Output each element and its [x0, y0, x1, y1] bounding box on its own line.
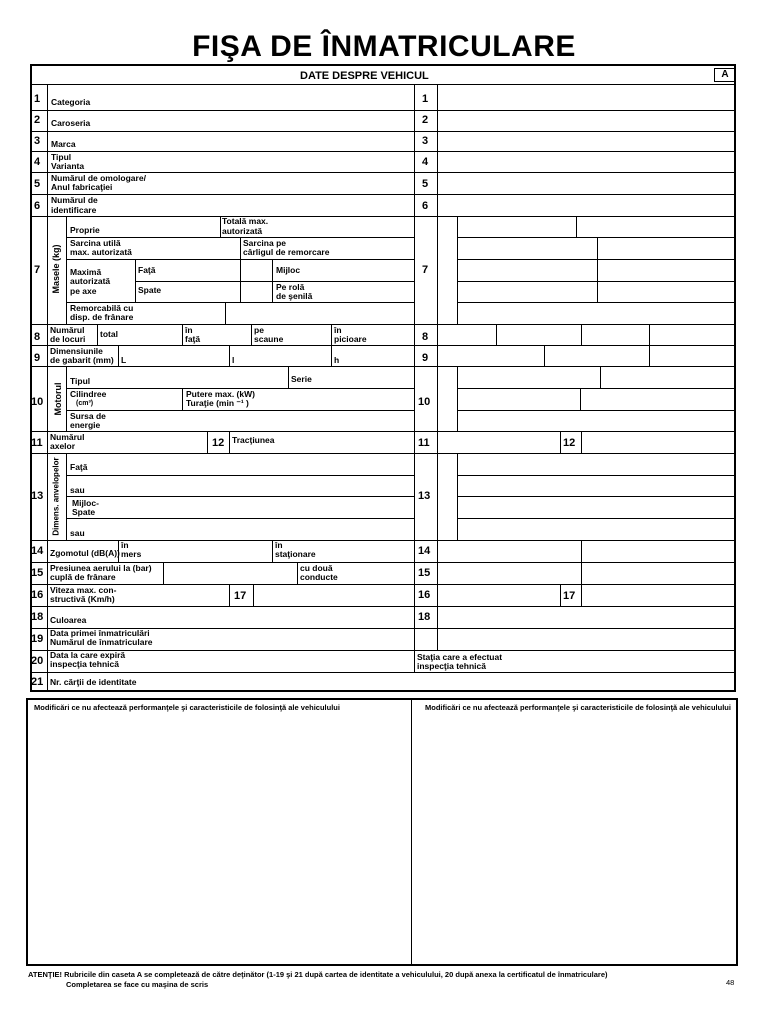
divider	[496, 324, 497, 345]
divider	[97, 324, 98, 345]
row-num: 14	[418, 545, 431, 557]
label-proprie: Proprie	[70, 225, 100, 235]
divider	[182, 388, 183, 410]
divider	[207, 431, 208, 453]
modif-right-label: Modificări ce nu afectează performanţele şi caracteristicile de folosinţă ale vehiculului	[425, 703, 731, 712]
label-putere: Putere max. (kW)	[186, 389, 255, 399]
label-constructiva: structivă (Km/h)	[50, 594, 115, 604]
divider	[297, 562, 298, 584]
label-culoarea: Culoarea	[50, 615, 87, 625]
label-picioare: picioare	[334, 334, 367, 344]
divider	[66, 475, 414, 476]
label-zgomotul: Zgomotul (dB(A))	[50, 548, 120, 558]
divider	[457, 475, 736, 476]
label-totala: Totală max.	[222, 216, 269, 226]
divider	[30, 131, 736, 132]
row-num: 11	[418, 437, 430, 449]
label-maxima: Maximă	[70, 267, 102, 277]
label-dimens-anvelope: Dimens. anvelopelor	[51, 457, 61, 536]
label-fata: Faţă	[138, 265, 156, 275]
divider	[118, 540, 119, 562]
divider	[649, 345, 650, 366]
label-caroseria: Caroseria	[51, 118, 91, 128]
divider	[66, 518, 414, 519]
divider	[163, 562, 164, 584]
label-disp-franare: disp. de frânare	[70, 312, 134, 322]
label-fata-loc: faţă	[185, 334, 201, 344]
row-num: 17	[563, 590, 576, 602]
divider	[649, 324, 650, 345]
row-num: 12	[212, 437, 225, 449]
divider	[457, 410, 736, 411]
label-cupla: cuplă de frânare	[50, 572, 116, 582]
label-sau-2: sau	[70, 528, 85, 538]
label-pe-rola: Pe rolă	[276, 282, 305, 292]
label-nr-inmatriculare: Numărul de înmatriculare	[50, 637, 153, 647]
label-viteza: Viteza max. con-	[50, 585, 117, 595]
footer-note: Completarea se face cu maşina de scris	[66, 980, 209, 989]
divider	[66, 216, 67, 324]
label-l: l	[232, 355, 235, 365]
label-h: h	[334, 355, 340, 365]
row-num: 19	[31, 633, 44, 645]
modifications-box	[26, 698, 738, 966]
divider	[30, 540, 736, 541]
divider	[576, 216, 577, 237]
divider	[272, 540, 273, 562]
divider	[30, 366, 736, 367]
label-pe-axe: pe axe	[70, 286, 97, 296]
divider	[560, 431, 561, 453]
page-title: FIŞA DE ÎNMATRICULARE	[192, 30, 576, 63]
divider	[457, 518, 736, 519]
divider	[229, 345, 230, 366]
label-autorizata: autorizată	[222, 226, 263, 236]
row-num: 14	[31, 545, 44, 557]
section-header: DATE DESPRE VEHICUL	[300, 70, 429, 82]
label-spate-anv: Spate	[72, 507, 96, 517]
label-statia-inspectia: inspecţia tehnică	[417, 661, 486, 671]
label-presiunea: Presiunea aerului la (bar)	[50, 563, 152, 573]
divider	[457, 302, 736, 303]
label-nr-locuri: Numărul	[50, 325, 85, 335]
label-tipul: Tipul	[51, 152, 72, 162]
divider	[581, 584, 582, 606]
row-num: 3	[34, 135, 41, 147]
divider	[47, 84, 48, 690]
label-gabarit: de gabarit (mm)	[50, 355, 114, 365]
row-num: 7	[34, 264, 41, 276]
label-an-fabricatie: Anul fabricaţiei	[51, 182, 113, 192]
row-num: 6	[422, 200, 429, 212]
label-data-expira: Data la care expiră	[50, 650, 126, 660]
divider	[457, 496, 736, 497]
row-num: 17	[234, 590, 247, 602]
divider	[30, 84, 736, 85]
label-sursa: Sursa de	[70, 411, 106, 421]
label-sarcina-pe: Sarcina pe	[243, 238, 286, 248]
label-turatie: Turaţie (min ⁻¹ )	[186, 398, 249, 408]
row-num: 2	[34, 114, 41, 126]
footer-warning: ATENŢIE! Rubricile din caseta A se completează de către deţinător (1-19 şi 21 după cartea de identitate a vehiculului, 20 după anexa la certificatul de înmatriculare)	[28, 970, 608, 979]
label-stationare: staţionare	[275, 549, 316, 559]
label-motorul: Motorul	[53, 382, 63, 416]
divider	[414, 84, 415, 650]
label-carligul: cârligul de remorcare	[243, 247, 330, 257]
label-statia: Staţia care a efectuat	[417, 652, 503, 662]
row-num: 9	[422, 352, 429, 364]
row-num: 2	[422, 114, 429, 126]
row-num: 12	[563, 437, 576, 449]
divider	[544, 345, 545, 366]
divider	[30, 672, 736, 673]
label-mers: mers	[121, 549, 142, 559]
divider	[457, 366, 458, 431]
label-omologare: Numărul de omologare/	[51, 173, 146, 183]
label-cu-doua: cu două	[300, 563, 333, 573]
row-num: 15	[31, 567, 44, 579]
label-sarcina-max: max. autorizată	[70, 247, 132, 257]
divider	[581, 540, 582, 562]
divider	[66, 366, 67, 431]
divider	[118, 345, 119, 366]
row-num: 18	[418, 611, 431, 623]
label-remorcabila: Remorcabilă cu	[70, 303, 134, 313]
row-num: 7	[422, 264, 429, 276]
divider	[30, 453, 736, 454]
label-marca: Marca	[51, 139, 76, 149]
row-num: 11	[31, 437, 43, 449]
divider	[30, 151, 736, 152]
label-identificare: identificare	[51, 205, 97, 215]
divider	[229, 584, 230, 606]
divider	[30, 345, 736, 346]
label-varianta: Varianta	[51, 161, 85, 171]
label-cilindree: Cilindree	[70, 389, 107, 399]
label-serie: Serie	[291, 374, 312, 384]
label-motor-tipul: Tipul	[70, 376, 91, 386]
divider	[600, 366, 601, 388]
divider	[182, 324, 183, 345]
vehicle-data-frame	[30, 64, 736, 692]
label-carte-identitate: Nr. cărţii de identitate	[50, 677, 137, 687]
divider	[331, 345, 332, 366]
divider	[30, 216, 736, 217]
divider	[597, 237, 598, 302]
row-num: 10	[418, 396, 431, 408]
row-num: 10	[31, 396, 44, 408]
divider	[30, 606, 736, 607]
row-num: 6	[34, 200, 41, 212]
divider	[560, 584, 561, 606]
label-spate: Spate	[138, 285, 162, 295]
label-axelor: axelor	[50, 441, 76, 451]
divider	[581, 562, 582, 584]
row-num: 1	[422, 93, 429, 105]
label-in-mers: în	[121, 540, 129, 550]
label-masele: Masele (kg)	[51, 244, 61, 294]
divider	[240, 237, 241, 302]
divider	[225, 302, 226, 324]
divider	[581, 324, 582, 345]
box-a-marker: A	[714, 68, 736, 82]
label-nr-identificare: Numărul de	[51, 195, 98, 205]
label-nr-axelor: Numărul	[50, 432, 85, 442]
row-num: 21	[31, 676, 44, 688]
label-mijloc: Mijloc	[276, 265, 301, 275]
row-num: 1	[34, 93, 41, 105]
divider	[580, 388, 581, 410]
label-senila: de şenilă	[276, 291, 313, 301]
row-num: 5	[34, 178, 41, 190]
divider	[30, 431, 736, 432]
divider	[30, 650, 736, 651]
divider	[457, 216, 458, 324]
row-num: 4	[34, 156, 41, 168]
divider	[251, 324, 252, 345]
divider	[331, 324, 332, 345]
label-scaune: scaune	[254, 334, 284, 344]
label-tractiunea: Tracţiunea	[232, 435, 275, 445]
divider	[581, 431, 582, 453]
label-inspectia: inspecţia tehnică	[50, 659, 119, 669]
divider	[253, 584, 254, 606]
label-pe-scaune: pe	[254, 325, 264, 335]
divider	[66, 496, 414, 497]
divider	[272, 259, 273, 302]
row-num: 13	[31, 490, 44, 502]
divider	[414, 650, 415, 672]
page-mark: 48	[726, 978, 735, 987]
label-in-picioare: în	[334, 325, 342, 335]
row-num: 9	[34, 352, 41, 364]
divider	[220, 216, 221, 237]
row-num: 4	[422, 156, 429, 168]
divider	[135, 259, 136, 302]
row-num: 15	[418, 567, 431, 579]
label-categoria: Categoria	[51, 97, 91, 107]
row-num: 13	[418, 490, 431, 502]
label-conducte: conducte	[300, 572, 338, 582]
divider	[437, 84, 438, 650]
label-energie: energie	[70, 420, 101, 430]
divider	[229, 431, 230, 453]
label-de-locuri: de locuri	[50, 334, 86, 344]
label-dimensiunile: Dimensiunile	[50, 346, 103, 356]
label-in-fata: în	[185, 325, 193, 335]
label-mijloc-spate: Mijloc-	[72, 498, 99, 508]
label-L: L	[121, 355, 127, 365]
label-total: total	[100, 329, 118, 339]
label-in-stationare: în	[275, 540, 283, 550]
row-num: 8	[34, 331, 41, 343]
label-data-prima: Data primei înmatriculări	[50, 628, 150, 638]
row-num: 20	[31, 655, 44, 667]
modif-left-label: Modificări ce nu afectează performanţele şi caracteristicile de folosinţă ale vehiculului	[34, 703, 340, 712]
label-anv-fata: Faţă	[70, 462, 88, 472]
row-num: 16	[418, 589, 431, 601]
divider	[135, 281, 414, 282]
label-maxima-autorizata: autorizată	[70, 276, 111, 286]
divider	[30, 324, 736, 325]
divider	[288, 366, 289, 388]
row-num: 16	[31, 589, 44, 601]
divider	[30, 194, 736, 195]
divider	[30, 110, 736, 111]
row-num: 3	[422, 135, 429, 147]
label-cm3: (cm³)	[76, 400, 94, 407]
divider	[457, 388, 736, 389]
label-sau: sau	[70, 485, 85, 495]
row-num: 18	[31, 611, 44, 623]
label-sarcina-utila: Sarcina utilă	[70, 238, 121, 248]
divider	[30, 584, 736, 585]
row-num: 5	[422, 178, 429, 190]
divider	[66, 410, 414, 411]
row-num: 8	[422, 331, 429, 343]
divider	[411, 700, 412, 964]
